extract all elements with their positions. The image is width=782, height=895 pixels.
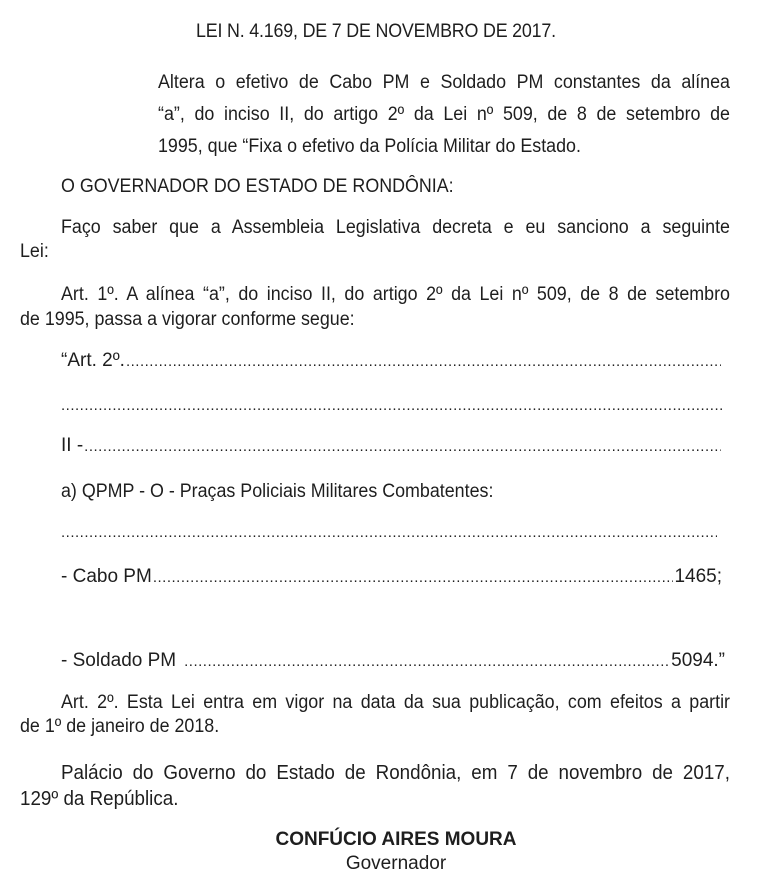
dot-leader — [61, 395, 722, 417]
enactment-line-2: Lei: — [20, 241, 49, 262]
signatory-role: Governador — [345, 853, 447, 874]
ementa-line-2: “a”, do inciso II, do artigo 2º da Lei nº 509, de 8 de setembro de — [158, 104, 730, 125]
quoted-art2-row — [61, 350, 722, 373]
omitted-text-row-2 — [61, 522, 717, 544]
signatory-name: CONFÚCIO AIRES MOURA — [275, 829, 517, 850]
dot-leader — [153, 567, 674, 589]
inciso-ii-row — [61, 435, 722, 458]
article1-line-1: Art. 1º. A alínea “a”, do inciso II, do artigo 2º da Lei nº 509, de 8 de setembro — [61, 284, 730, 305]
ementa-line-1: Altera o efetivo de Cabo PM e Soldado PM constantes da alínea — [158, 72, 730, 93]
dot-leader — [184, 651, 670, 673]
article1-line-2: de 1995, passa a vigorar conforme segue: — [20, 309, 355, 330]
dot-leader — [126, 351, 721, 373]
quoted-art2-label: “Art. 2º. — [61, 350, 125, 371]
preamble: O GOVERNADOR DO ESTADO DE RONDÔNIA: — [61, 176, 454, 197]
soldado-pm-row — [61, 650, 725, 673]
soldado-pm-value: 5094.” — [671, 650, 725, 671]
inciso-ii-label: II - — [61, 435, 84, 456]
cabo-pm-value: 1465; — [674, 566, 722, 587]
dot-leader — [84, 436, 721, 458]
soldado-pm-label: - Soldado PM — [61, 650, 177, 671]
closing-line-1: Palácio do Governo do Estado de Rondônia, em 7 de novembro de 2017, — [61, 762, 730, 784]
omitted-text-row — [61, 395, 722, 417]
article2-line-2: de 1º de janeiro de 2018. — [20, 716, 220, 737]
alinea-a: a) QPMP - O - Praças Policiais Militares Combatentes: — [61, 481, 494, 502]
article2-line-1: Art. 2º. Esta Lei entra em vigor na data da sua publicação, com efeitos a partir — [61, 692, 730, 713]
dot-leader — [61, 522, 717, 544]
enactment-line-1: Faço saber que a Assembleia Legislativa decreta e eu sanciono a seguinte — [61, 217, 730, 238]
ementa-line-3: 1995, que “Fixa o efetivo da Polícia Militar do Estado. — [158, 136, 581, 157]
cabo-pm-row — [61, 566, 722, 589]
closing-line-2: 129º da República. — [20, 788, 179, 810]
cabo-pm-label: - Cabo PM — [61, 566, 152, 587]
law-title: LEI N. 4.169, DE 7 DE NOVEMBRO DE 2017. — [196, 21, 556, 42]
